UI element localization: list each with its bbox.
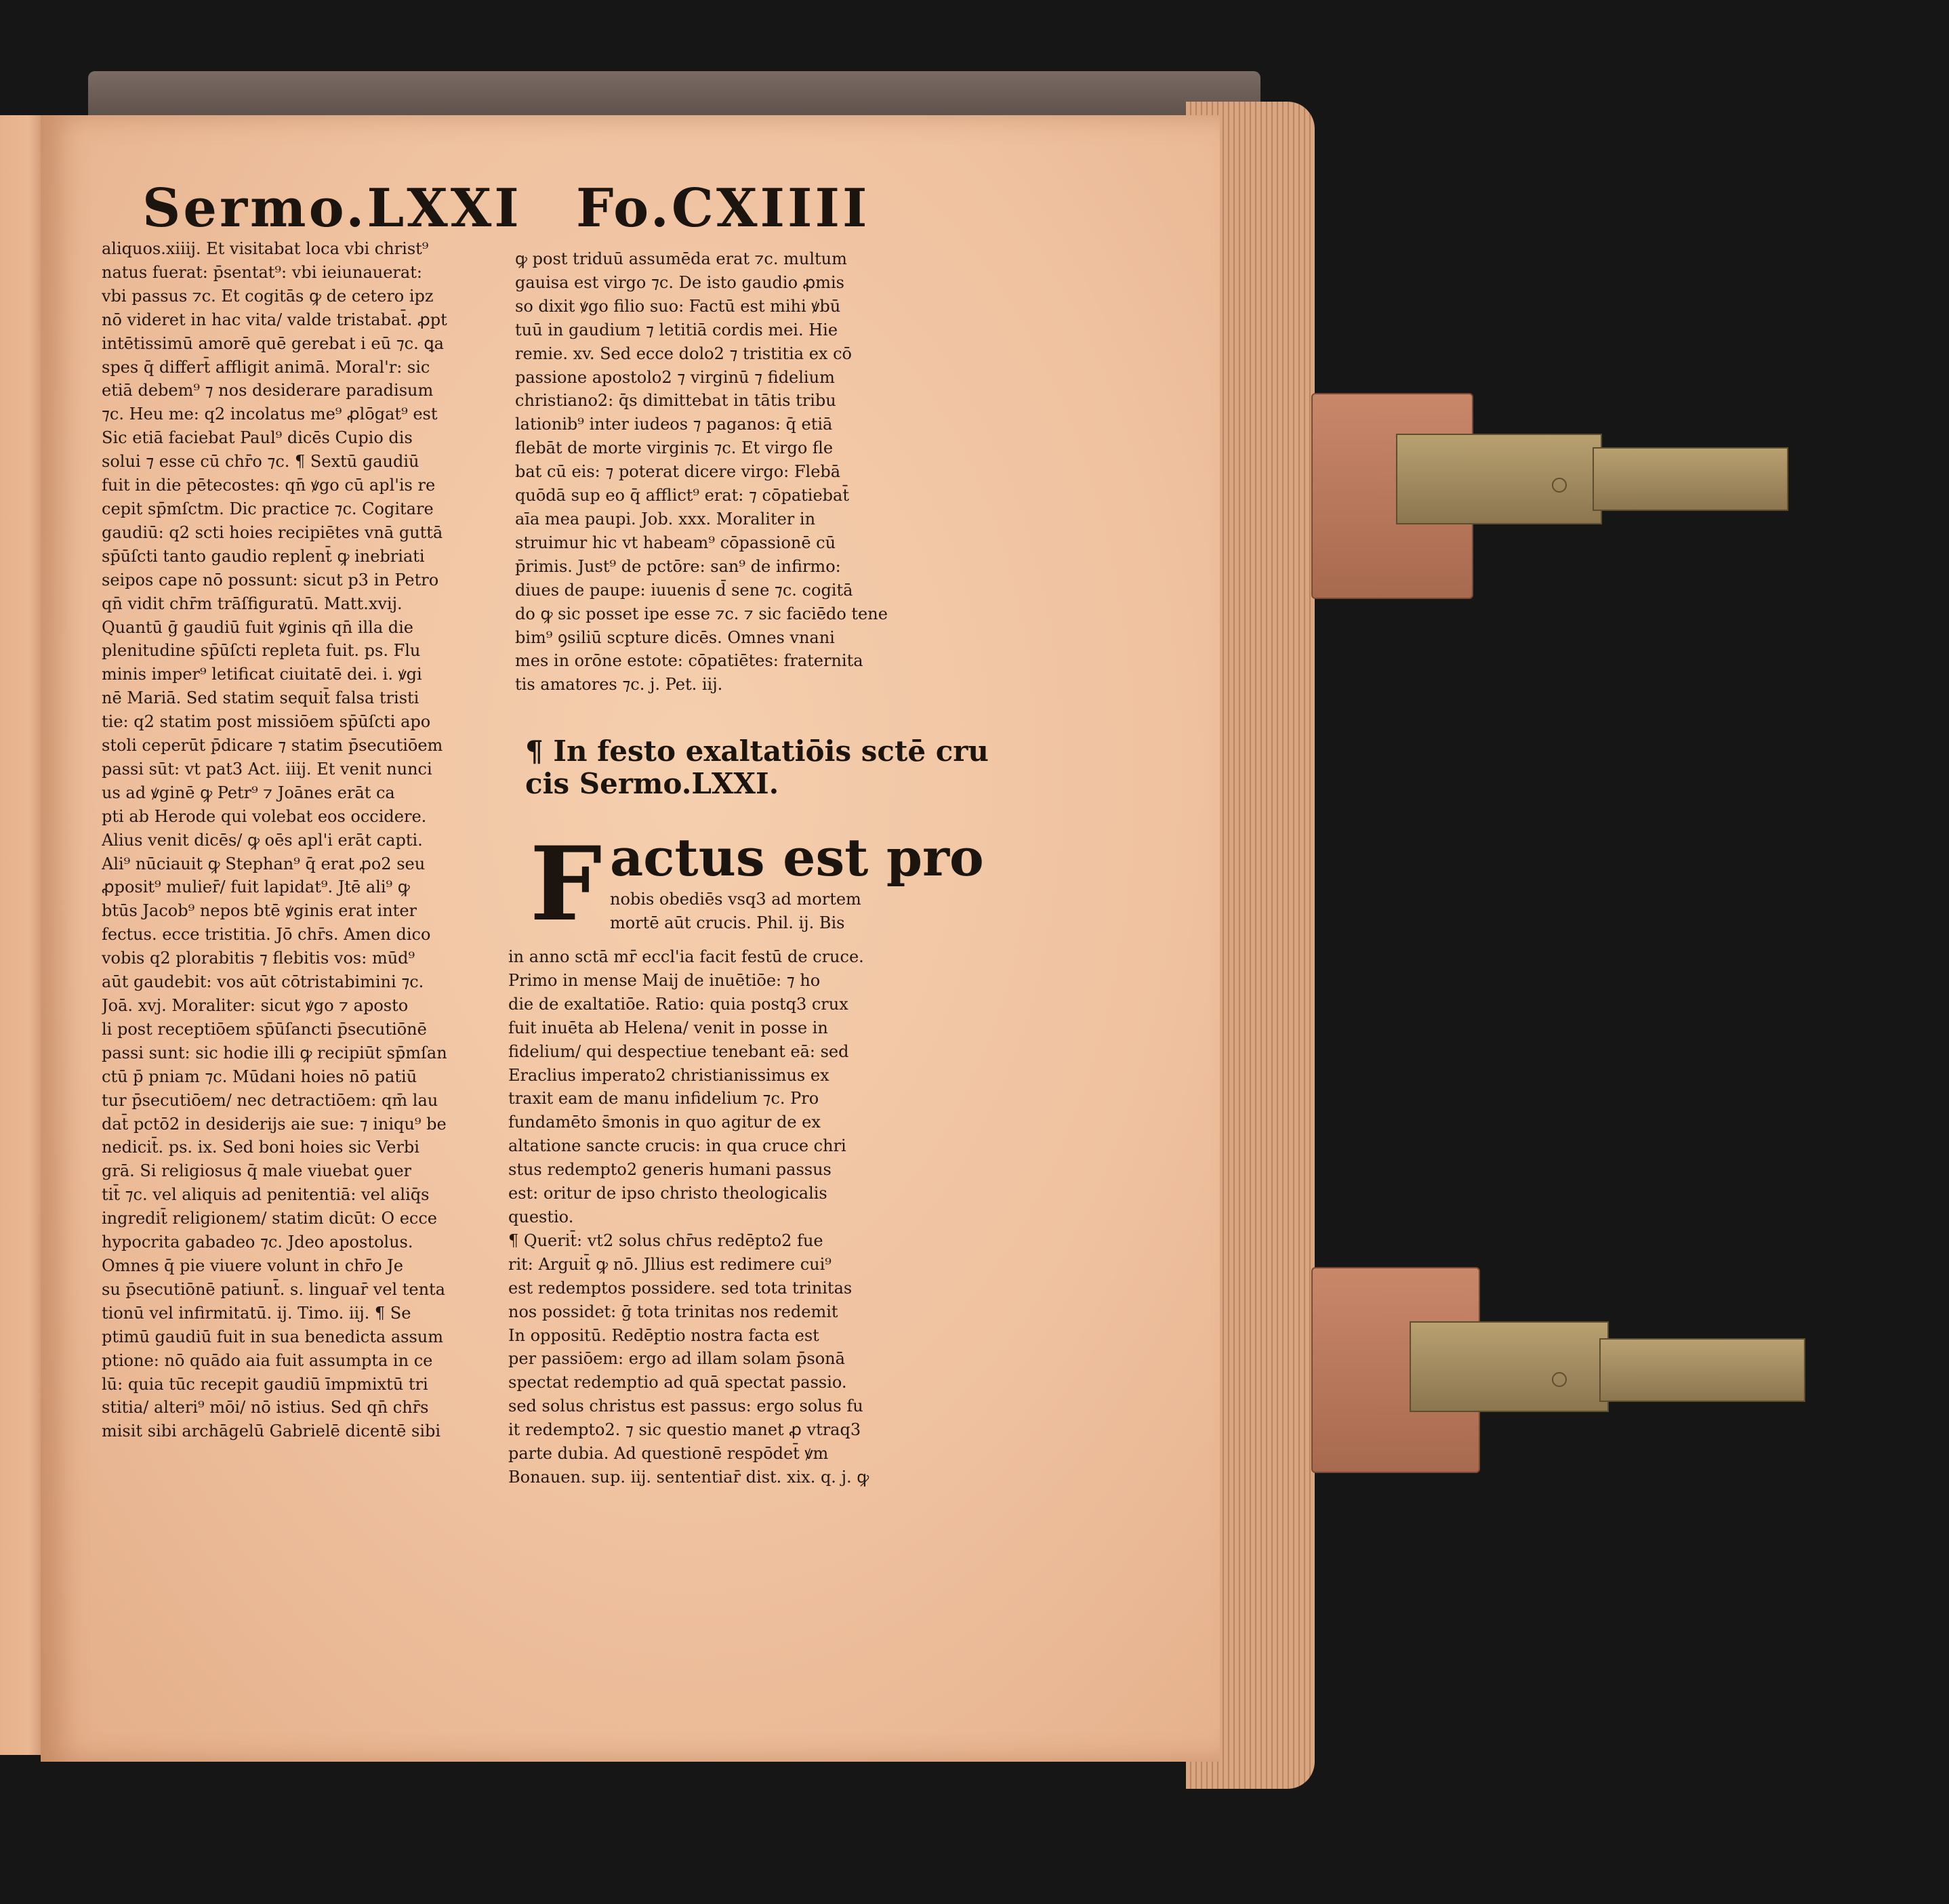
section-heading-line: ¶ In festo exaltatiōis sctē cru	[525, 734, 989, 768]
section-heading-line: cis Sermo.LXXI.	[525, 767, 779, 800]
text-line: aūt gaudebit: vos aūt cōtristabimini ⁊c.	[102, 972, 424, 992]
text-line: passione apostolo2 ⁊ virginū ⁊ fidelium	[515, 367, 835, 387]
text-line: stus redempto2 generis humani passus	[508, 1160, 832, 1180]
text-line: grā. Si religiosus q̄ male viuebat ꝯuer	[102, 1161, 412, 1181]
text-line: su p̄secutiōnē patiunt̄. s. linguar̄ vel tenta	[102, 1279, 445, 1299]
text-line: sed solus christus est passus: ergo solus fu	[508, 1396, 863, 1416]
text-line: bim⁹ ꝯsiliū scpture dicēs. Omnes vnani	[515, 627, 835, 647]
section-heading	[525, 734, 989, 800]
text-line: ptione: nō quādo aia fuit assumpta in ce	[102, 1350, 433, 1370]
text-line: nō videret in hac vita/ valde tristabat̄. ꝓpt	[102, 310, 447, 329]
running-header-right: Fo.CXIIII	[576, 178, 870, 239]
text-line: vbi passus ⁊c. Et cogitās ꝙ de cetero ipz	[102, 286, 434, 306]
text-line: seipos cape nō possunt: sicut p3 in Petro	[102, 570, 439, 589]
text-line: rit: Arguit̄ ꝙ nō. Jllius est redimere cui⁹	[508, 1254, 832, 1274]
text-line: sp̄ūſcti tanto gaudio replent̄ ꝙ inebriati	[102, 546, 425, 566]
upper-clasp-rivet	[1552, 478, 1567, 493]
text-line: p̄rimis. Just⁹ de pctōre: san⁹ de infirmo:	[515, 556, 841, 576]
text-line: nedicit̄. ps. ix. Sed boni hoies sic Verbi	[102, 1138, 419, 1157]
text-line: ptimū gaudiū fuit in sua benedicta assum	[102, 1327, 443, 1346]
text-line: hypocrita gabadeo ⁊c. Jdeo apostolus.	[102, 1233, 413, 1252]
upper-clasp-hook	[1593, 447, 1788, 511]
lower-clasp-hook	[1599, 1338, 1805, 1402]
text-line: Primo in mense Maij de inuētiōe: ⁊ ho	[508, 970, 821, 990]
text-line: so dixit ꝟgo filio suo: Factū est mihi ꝟbū	[515, 296, 841, 316]
text-line: Alius venit dicēs/ ꝙ oēs apl'i erāt capti.	[102, 830, 423, 850]
text-line: natus fuerat: p̄sentat⁹: vbi ieiunauerat:	[102, 262, 422, 282]
text-line: per passiōem: ergo ad illam solam p̄sonā	[508, 1349, 845, 1369]
text-line: traxit eam de manu infidelium ⁊c. Pro	[508, 1089, 819, 1109]
text-line: aliquos.xiiij. Et visitabat loca vbi christ⁹	[102, 239, 429, 258]
text-line: ¶ Querit̄: vt2 solus chr̄us redēpto2 fue	[508, 1230, 823, 1250]
text-line: diues de paupe: iuuenis d̄ sene ⁊c. cogitā	[515, 580, 853, 600]
text-line: ingredit̄ religionem/ statim dicūt: O ecce	[102, 1209, 437, 1228]
text-line: nobis obediēs vsq3 ad mortem	[610, 890, 861, 909]
text-line: nē Mariā. Sed statim sequit̄ falsa tristi	[102, 688, 419, 708]
text-line: flebāt de morte virginis ⁊c. Et virgo fle	[515, 438, 834, 458]
text-line: qn̄ vidit chr̄m trāſfiguratū. Matt.xvij.	[102, 594, 403, 613]
drop-cap-initial: F	[529, 825, 602, 944]
right-text-column-top	[515, 247, 949, 697]
text-line: ctū p̄ pniam ⁊c. Mūdani hoies nō patiū	[102, 1067, 417, 1086]
text-line: stitia/ alteri⁹ mōi/ nō istius. Sed qn̄ chr̄s	[102, 1398, 429, 1417]
text-line: ꝙ post triduū assumēda erat ⁊c. multum	[515, 249, 847, 268]
text-line: li post receptiōem sp̄ūſancti p̄secutiōnē	[102, 1019, 427, 1039]
text-line: fuit in die pētecostes: qn̄ ꝟgo cū apl'is re	[102, 476, 436, 495]
text-line: fectus. ecce tristitia. Jō chr̄s. Amen dico	[102, 925, 431, 945]
text-line: quōdā sup eo q̄ afflict⁹ erat: ⁊ cōpatiebat̄	[515, 486, 849, 505]
lower-clasp-plate	[1410, 1321, 1609, 1412]
text-line: solui ⁊ esse cū chr̄o ⁊c. ¶ Sextū gaudiū	[102, 452, 419, 472]
text-line: remie. xv. Sed ecce dolo2 ⁊ tristitia ex cō	[515, 344, 852, 363]
text-line: mes in orōne estote: cōpatiētes: fraternita	[515, 651, 863, 671]
text-line: mortē aūt crucis. Phil. ij. Bis	[610, 913, 845, 932]
lower-clasp-rivet	[1552, 1372, 1567, 1387]
text-line: lū: quia tūc recepit gaudiū īmpmixtū tri	[102, 1374, 428, 1394]
text-line: in anno sctā mr̄ eccl'ia facit festū de cruce.	[508, 947, 864, 966]
text-line: Bonauen. sup. iij. sententiar̄ dist. xix. q. j. ꝙ	[508, 1467, 869, 1487]
text-line: die de exaltatiōe. Ratio: quia postq3 crux	[508, 994, 848, 1014]
text-line: spectat redemptio ad quā spectat passio.	[508, 1373, 847, 1392]
text-line: dat̄ pctō2 in desiderijs aie sue: ⁊ iniqu⁹ be	[102, 1114, 447, 1134]
text-line: est: oritur de ipso christo theologicalis	[508, 1184, 827, 1203]
upper-clasp-plate	[1396, 434, 1602, 524]
text-line: misit sibi archāgelū Gabrielē dicentē sibi	[102, 1422, 441, 1441]
text-line: it redempto2. ⁊ sic questio manet ꝓ vtraq3	[508, 1420, 861, 1440]
left-text-column	[102, 237, 501, 1443]
text-line: nos possidet: ḡ tota trinitas nos redemit	[508, 1302, 838, 1321]
text-line: tur p̄secutiōem/ nec detractiōem: qm̄ lau	[102, 1090, 438, 1110]
right-text-column-incipit	[610, 888, 949, 935]
text-line: vobis q2 plorabitis ⁊ flebitis vos: mūd⁹	[102, 949, 415, 968]
text-line: aīa mea paupi. Job. xxx. Moraliter in	[515, 509, 816, 529]
text-line: etiā debem⁹ ⁊ nos desiderare paradisum	[102, 381, 434, 400]
text-line: us ad ꝟginē ꝙ Petr⁹ ⁊ Joānes erāt ca	[102, 783, 395, 802]
text-line: passi sūt: vt pat3 Act. iiij. Et venit nunci	[102, 759, 432, 779]
text-line: altatione sancte crucis: in qua cruce chri	[508, 1136, 846, 1156]
text-line: tionū vel infirmitatū. ij. Timo. iij. ¶ Se	[102, 1303, 411, 1323]
text-line: stoli ceperūt p̄dicare ⁊ statim p̄secutiōem	[102, 736, 443, 756]
text-line: spes q̄ differt̄ affligit animā. Moral'r: sic	[102, 357, 430, 377]
text-line: fuit inuēta ab Helena/ venit in posse in	[508, 1018, 828, 1037]
text-line: In oppositū. Redēptio nostra facta est	[508, 1325, 819, 1345]
text-line: fidelium/ qui despectiue tenebant eā: sed	[508, 1041, 849, 1061]
text-line: christiano2: q̄s dimittebat in tātis tribu	[515, 391, 836, 411]
text-line: gaudiū: q2 scti hoies recipiētes vnā guttā	[102, 522, 443, 542]
text-line: plenitudine sp̄ūſcti repleta fuit. ps. Flu	[102, 641, 421, 661]
text-line: questio.	[508, 1207, 574, 1226]
text-line: Eraclius imperato2 christianissimus ex	[508, 1065, 829, 1085]
text-line: lationib⁹ inter iudeos ⁊ paganos: q̄ etiā	[515, 415, 833, 434]
text-line: fundamēto s̄monis in quo agitur de ex	[508, 1113, 821, 1132]
running-header-left: Sermo.LXXI	[142, 178, 522, 239]
text-line: btūs Jacob⁹ nepos btē ꝟginis erat inter	[102, 901, 417, 921]
text-line: tie: q2 statim post missiōem sp̄ūſcti apo	[102, 712, 431, 732]
text-line: Sic etiā faciebat Paul⁹ dicēs Cupio dis	[102, 428, 413, 448]
text-line: cepit sp̄mſctm. Dic practice ⁊c. Cogitare	[102, 499, 434, 518]
right-text-column-bottom	[508, 945, 949, 1489]
text-line: intētissimū amorē quē gerebat i eū ⁊c. ꝗa	[102, 333, 444, 353]
text-line: ⁊c. Heu me: q2 incolatus me⁹ ꝓlōgat⁹ est	[102, 405, 438, 424]
text-line: Ali⁹ nūciauit ꝙ Stephan⁹ q̄ erat ꝓo2 seu	[102, 854, 426, 873]
text-line: minis imper⁹ letificat ciuitatē dei. i. ꝟgi	[102, 665, 422, 684]
text-line: bat cū eis: ⁊ poterat dicere virgo: Flebā	[515, 462, 841, 482]
text-line: do ꝙ sic posset ipe esse ⁊c. ⁊ sic faciēdo tene	[515, 604, 888, 623]
text-line: gauisa est virgo ⁊c. De isto gaudio ꝓmis	[515, 272, 844, 292]
text-line: Quantū ḡ gaudiū fuit ꝟginis qn̄ illa die	[102, 617, 414, 637]
text-line: tuū in gaudium ⁊ letitiā cordis mei. Hie	[515, 320, 838, 339]
text-line: pti ab Herode qui volebat eos occidere.	[102, 806, 427, 826]
text-line: struimur hic vt habeam⁹ cōpassionē cū	[515, 533, 836, 552]
text-line: parte dubia. Ad questionē respōdet̄ ꝟm	[508, 1444, 829, 1464]
text-line: tit̄ ⁊c. vel aliquis ad penitentiā: vel aliq̄s	[102, 1185, 430, 1205]
text-line: est redemptos possidere. sed tota trinitas	[508, 1278, 853, 1298]
text-line: passi sunt: sic hodie illi ꝙ recipiūt sp̄mſan	[102, 1043, 447, 1062]
text-line: ꝓposit⁹ mulier̄/ fuit lapidat⁹. Jtē ali⁹ ꝙ	[102, 877, 410, 897]
incipit-text: actus est pro	[610, 827, 984, 888]
text-line: tis amatores ⁊c. j. Pet. iij.	[515, 675, 723, 695]
text-line: Omnes q̄ pie viuere volunt in chr̄o Je	[102, 1256, 404, 1275]
text-line: Joā. xvj. Moraliter: sicut ꝟgo ⁊ aposto	[102, 996, 409, 1015]
